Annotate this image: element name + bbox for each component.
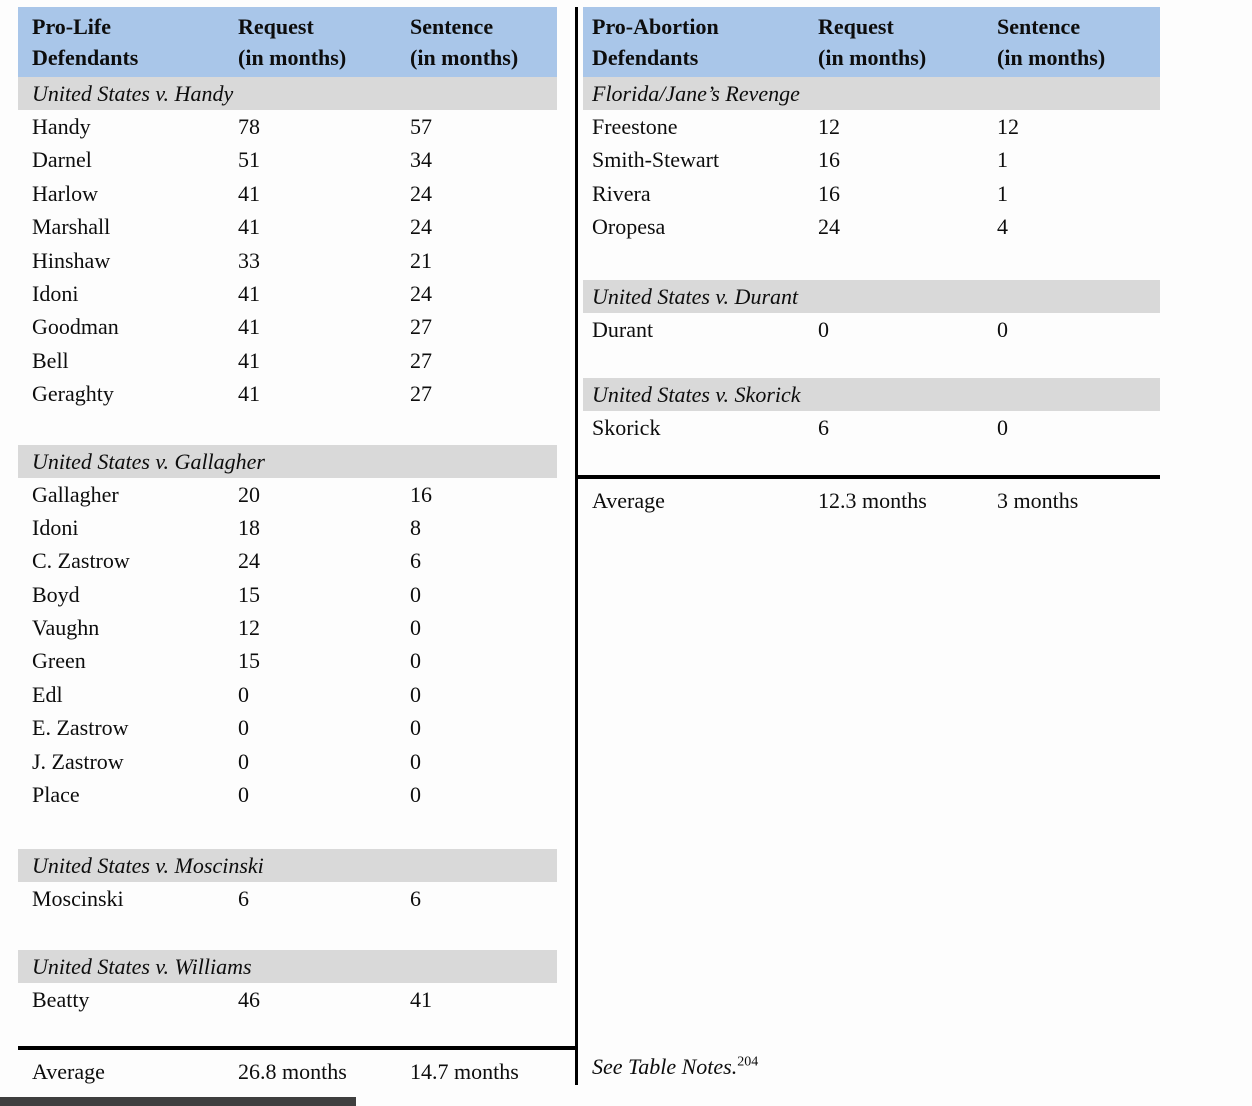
- table-row: [18, 277, 557, 310]
- average-label: Average: [592, 488, 665, 514]
- request-cell: 0: [818, 316, 829, 342]
- defendant-name-cell: Handy: [32, 114, 91, 139]
- request-cell: 16: [818, 147, 840, 173]
- request-cell: 41: [238, 314, 260, 340]
- table-row: [18, 310, 557, 343]
- request-cell: 24: [238, 548, 260, 574]
- column-header-request: [238, 11, 410, 77]
- column-header-line: (in months): [238, 45, 347, 70]
- defendant-name-cell: Place: [32, 782, 80, 808]
- table-row: [18, 244, 557, 277]
- column-header-line: Request: [818, 14, 894, 39]
- table-row: [583, 411, 1160, 444]
- sentence-cell: 21: [410, 247, 432, 273]
- request-cell: 0: [238, 748, 249, 774]
- defendant-name-cell: Vaughn: [32, 615, 100, 641]
- average-row: [583, 479, 1160, 517]
- table-row: [583, 313, 1160, 346]
- defendant-name-cell: Skorick: [592, 414, 661, 440]
- pro-life-table-body: [18, 77, 557, 1016]
- table-row: [18, 177, 557, 210]
- column-header-request: [818, 11, 997, 77]
- defendant-name-cell: Beatty: [32, 986, 90, 1012]
- request-cell: 0: [238, 782, 249, 808]
- request-cell: 24: [818, 214, 840, 240]
- table-row: [18, 478, 557, 511]
- sentence-cell: 24: [410, 214, 432, 240]
- defendant-name-cell: Rivera: [592, 180, 651, 206]
- table-row: [18, 778, 557, 811]
- table-row: [18, 578, 557, 611]
- average-sentence-value: 3 months: [997, 488, 1079, 514]
- table-row: [583, 177, 1160, 210]
- average-request-value: 12.3 months: [818, 488, 927, 514]
- request-cell: 0: [238, 715, 249, 741]
- column-header-line: Sentence: [997, 14, 1081, 39]
- defendant-name-cell: Durant: [592, 316, 654, 342]
- average-row: [18, 1050, 557, 1088]
- defendant-name-cell: Marshall: [32, 214, 111, 240]
- defendant-name-cell: Harlow: [32, 180, 98, 206]
- table-row: [18, 544, 557, 577]
- table-row: [18, 611, 557, 644]
- table-row: [18, 711, 557, 744]
- sentence-cell: 12: [997, 114, 1019, 139]
- request-cell: 78: [238, 114, 260, 139]
- table-row: [18, 511, 557, 544]
- request-cell: 41: [238, 381, 260, 407]
- table-row: [18, 344, 557, 377]
- sentence-cell: 24: [410, 280, 432, 306]
- defendant-name-cell: C. Zastrow: [32, 548, 130, 574]
- sentence-cell: 24: [410, 180, 432, 206]
- sentence-cell: 6: [410, 886, 421, 912]
- request-cell: 41: [238, 347, 260, 373]
- sentence-cell: 0: [410, 748, 421, 774]
- defendant-name-cell: Freestone: [592, 114, 678, 139]
- request-cell: 12: [238, 615, 260, 641]
- table-row: [583, 210, 1160, 243]
- sentence-cell: 41: [410, 986, 432, 1012]
- pro-life-table: [18, 7, 557, 1088]
- defendant-name-cell: E. Zastrow: [32, 715, 129, 741]
- defendant-name-cell: Idoni: [32, 514, 79, 540]
- case-section-header: United States v. Williams: [18, 950, 557, 983]
- sentence-cell: 0: [997, 414, 1008, 440]
- average-label: Average: [32, 1059, 105, 1085]
- request-cell: 41: [238, 180, 260, 206]
- case-section-header: United States v. Skorick: [583, 378, 1160, 411]
- table-row: [18, 644, 557, 677]
- case-section-header: United States v. Gallagher: [18, 445, 557, 478]
- sentence-cell: 0: [410, 681, 421, 707]
- sentence-cell: 16: [410, 481, 432, 507]
- defendant-name-cell: Moscinski: [32, 886, 124, 912]
- request-cell: 20: [238, 481, 260, 507]
- table-notes-reference: [592, 1050, 758, 1083]
- table-row: [18, 678, 557, 711]
- case-section-header: United States v. Moscinski: [18, 849, 557, 882]
- defendant-name-cell: Smith-Stewart: [592, 147, 720, 173]
- request-cell: 6: [238, 886, 249, 912]
- pro-abortion-table-body: [583, 77, 1160, 444]
- pro-abortion-table-header: [583, 7, 1160, 77]
- footnote-number: 204: [737, 1054, 759, 1070]
- table-row: [18, 143, 557, 176]
- column-header-sentence: [410, 11, 557, 77]
- sentence-cell: 1: [997, 147, 1008, 173]
- sentence-cell: 0: [410, 615, 421, 641]
- table-row: [18, 983, 557, 1016]
- sentence-cell: 27: [410, 314, 432, 340]
- spacer: [18, 1016, 557, 1046]
- average-sentence-value: 14.7 months: [410, 1059, 519, 1085]
- column-header-line: Pro-Life: [32, 14, 112, 39]
- request-cell: 18: [238, 514, 260, 540]
- case-section-header: United States v. Handy: [18, 77, 557, 110]
- defendant-name-cell: Gallagher: [32, 481, 119, 507]
- case-section-header: Florida/Jane’s Revenge: [583, 77, 1160, 110]
- request-cell: 51: [238, 147, 260, 173]
- table-row: [583, 110, 1160, 143]
- sentence-cell: 0: [410, 715, 421, 741]
- defendant-name-cell: Geraghty: [32, 381, 114, 407]
- table-row: [18, 882, 557, 915]
- column-header-defendants: [592, 11, 818, 77]
- defendant-name-cell: Green: [32, 648, 86, 674]
- sentence-cell: 0: [410, 581, 421, 607]
- request-cell: 46: [238, 986, 260, 1012]
- sentence-cell: 1: [997, 180, 1008, 206]
- defendant-name-cell: Goodman: [32, 314, 119, 340]
- sentence-cell: 6: [410, 548, 421, 574]
- request-cell: 33: [238, 247, 260, 273]
- sentence-cell: 0: [410, 648, 421, 674]
- request-cell: 12: [818, 114, 840, 139]
- request-cell: 6: [818, 414, 829, 440]
- column-header-line: Sentence: [410, 14, 494, 39]
- column-header-defendants: [32, 11, 238, 77]
- spacer: [583, 444, 1160, 475]
- request-cell: 0: [238, 681, 249, 707]
- request-cell: 41: [238, 214, 260, 240]
- defendant-name-cell: Edl: [32, 681, 63, 707]
- request-cell: 16: [818, 180, 840, 206]
- defendant-name-cell: Boyd: [32, 581, 80, 607]
- pro-abortion-table: [583, 7, 1160, 517]
- column-header-line: Defendants: [32, 45, 139, 70]
- column-header-line: (in months): [997, 45, 1106, 70]
- defendant-name-cell: Oropesa: [592, 214, 666, 240]
- defendant-name-cell: Hinshaw: [32, 247, 111, 273]
- column-header-line: Defendants: [592, 45, 699, 70]
- defendant-name-cell: Idoni: [32, 280, 79, 306]
- table-row: [18, 745, 557, 778]
- request-cell: 15: [238, 648, 260, 674]
- sentence-cell: 0: [410, 782, 421, 808]
- footnote-separator-bar: [0, 1097, 356, 1106]
- table-row: [583, 143, 1160, 176]
- table-row: [18, 377, 557, 410]
- sentence-cell: 34: [410, 147, 432, 173]
- sentence-cell: 0: [997, 316, 1008, 342]
- pro-life-table-header: [18, 7, 557, 77]
- defendant-name-cell: Darnel: [32, 147, 92, 173]
- column-header-line: Pro-Abortion: [592, 14, 719, 39]
- defendant-name-cell: Bell: [32, 347, 69, 373]
- column-header-line: (in months): [410, 45, 519, 70]
- sentence-cell: 27: [410, 381, 432, 407]
- sentence-cell: 8: [410, 514, 421, 540]
- request-cell: 15: [238, 581, 260, 607]
- table-row: [18, 210, 557, 243]
- sentence-cell: 4: [997, 214, 1008, 240]
- table-notes-text: See Table Notes.: [592, 1054, 738, 1079]
- column-header-line: (in months): [818, 45, 927, 70]
- request-cell: 41: [238, 280, 260, 306]
- average-request-value: 26.8 months: [238, 1059, 347, 1085]
- defendant-name-cell: J. Zastrow: [32, 748, 124, 774]
- table-row: [18, 110, 557, 143]
- sentence-cell: 27: [410, 347, 432, 373]
- column-header-sentence: [997, 11, 1160, 77]
- column-divider-line: [575, 7, 578, 1085]
- column-header-line: Request: [238, 14, 314, 39]
- sentence-cell: 57: [410, 114, 432, 139]
- case-section-header: United States v. Durant: [583, 280, 1160, 313]
